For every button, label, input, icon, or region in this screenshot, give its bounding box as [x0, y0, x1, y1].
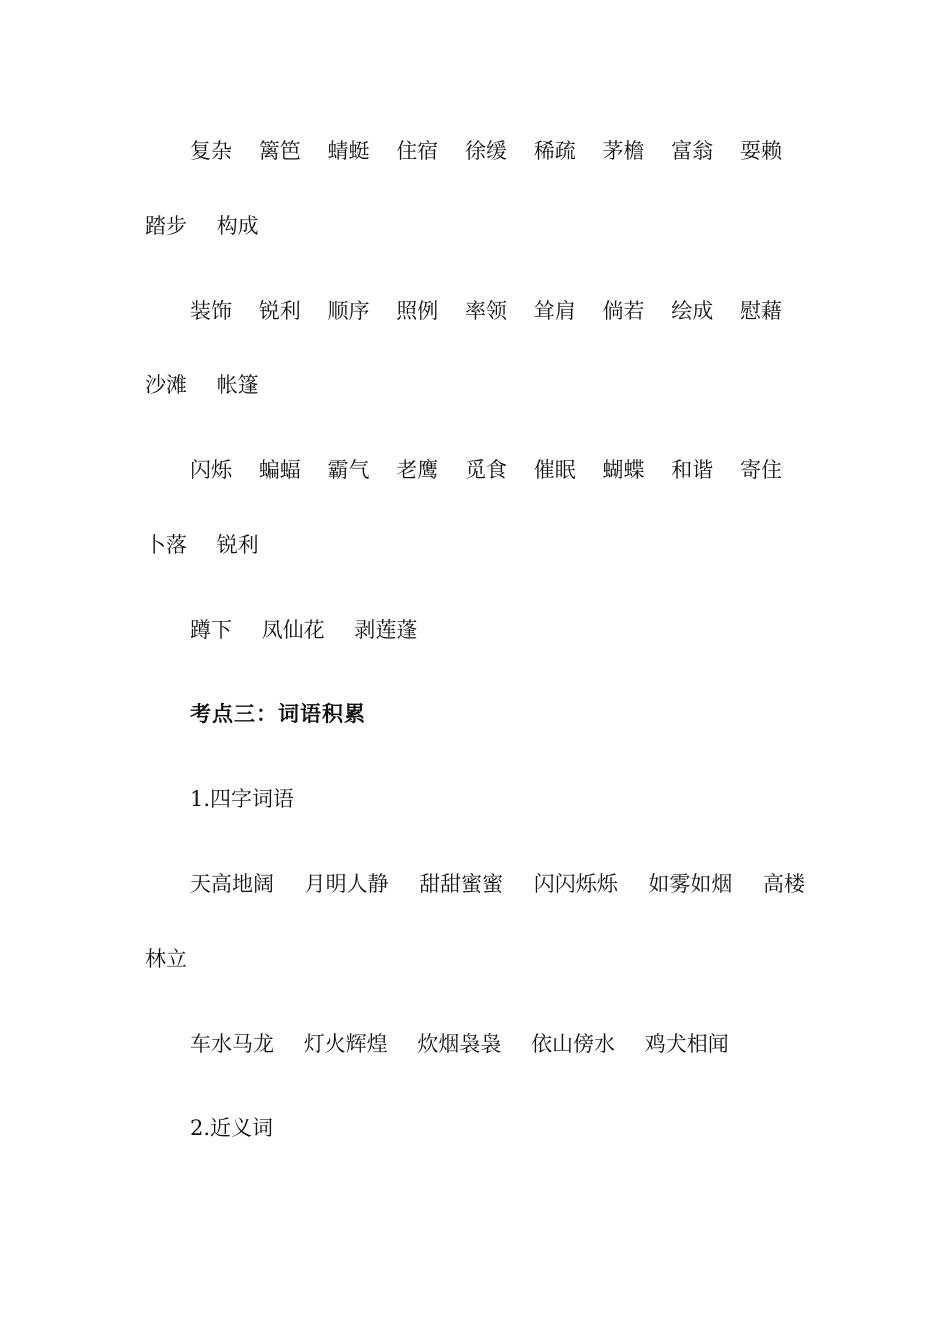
vocab-row-continued: [145, 212, 282, 240]
vocab-word: 顺序: [327, 299, 370, 323]
subsection-title: 1.四字词语: [190, 787, 295, 811]
idiom-word: 月明人静: [304, 872, 389, 896]
vocab-word: 照例: [396, 299, 439, 323]
vocab-row-continued: [145, 371, 282, 399]
vocab-word: 构成: [216, 214, 259, 238]
vocab-word: 觅食: [465, 458, 507, 482]
idiom-word: 天高地阔: [190, 872, 274, 896]
vocab-word: 闪烁: [190, 458, 232, 482]
vocab-word: 帐篷: [216, 373, 259, 397]
vocab-word: 蜻蜓: [327, 139, 370, 163]
idiom-word: 鸡犬相闻: [644, 1032, 729, 1056]
vocab-word: 沙滩: [145, 373, 187, 397]
idiom-word: 闪闪烁烁: [533, 872, 618, 896]
idiom-word: 依山傍水: [531, 1032, 616, 1056]
idiom-word: 灯火辉煌: [303, 1032, 388, 1056]
vocab-word: 耸肩: [533, 299, 576, 323]
idiom-row-continued: 林立: [145, 947, 187, 971]
vocab-word: 住宿: [396, 139, 439, 163]
idiom-word: 如雾如烟: [648, 872, 733, 896]
vocab-row: [190, 616, 440, 644]
vocab-word: 剥莲蓬: [354, 618, 418, 642]
vocab-word: 踏步: [145, 214, 187, 238]
vocab-row: [190, 456, 782, 484]
vocab-word: 复杂: [190, 139, 232, 163]
vocab-word: 徐缓: [465, 139, 507, 163]
vocab-word: 霸气: [327, 458, 370, 482]
vocab-word: 蝙蝠: [258, 458, 301, 482]
section-heading: 考点三：词语积累: [190, 702, 366, 726]
idiom-word: 炊烟袅袅: [417, 1032, 502, 1056]
idiom-row: [190, 870, 805, 898]
idiom-word: 高楼: [762, 872, 805, 896]
vocab-word: 锐利: [258, 299, 301, 323]
vocab-word: 富翁: [671, 139, 714, 163]
idiom-row: [190, 1030, 752, 1058]
idiom-word: 车水马龙: [190, 1032, 274, 1056]
vocab-word: 倘若: [602, 299, 645, 323]
vocab-word: 茅檐: [602, 139, 645, 163]
vocab-word: 稀疏: [533, 139, 576, 163]
vocab-word: 篱笆: [258, 139, 301, 163]
vocab-word: 凤仙花: [261, 618, 325, 642]
vocab-word: 慰藉: [740, 299, 782, 323]
vocab-word: 蹲下: [190, 618, 232, 642]
vocab-word: 寄住: [740, 458, 782, 482]
vocab-word: 和谐: [671, 458, 714, 482]
subsection-title: 2.近义词: [190, 1116, 274, 1140]
vocab-word: 催眠: [533, 458, 576, 482]
vocab-row-continued: [145, 531, 282, 559]
vocab-word: 耍赖: [740, 139, 782, 163]
vocab-word: 装饰: [190, 299, 232, 323]
vocab-word: 锐利: [216, 533, 259, 557]
vocab-word: 率领: [465, 299, 507, 323]
idiom-word: 甜甜蜜蜜: [419, 872, 504, 896]
vocab-word: 老鹰: [396, 458, 439, 482]
vocab-word: 蝴蝶: [602, 458, 645, 482]
vocab-word: 绘成: [671, 299, 714, 323]
vocab-row: [190, 297, 782, 325]
vocab-row: [190, 137, 782, 165]
vocab-word: 卜落: [145, 533, 187, 557]
